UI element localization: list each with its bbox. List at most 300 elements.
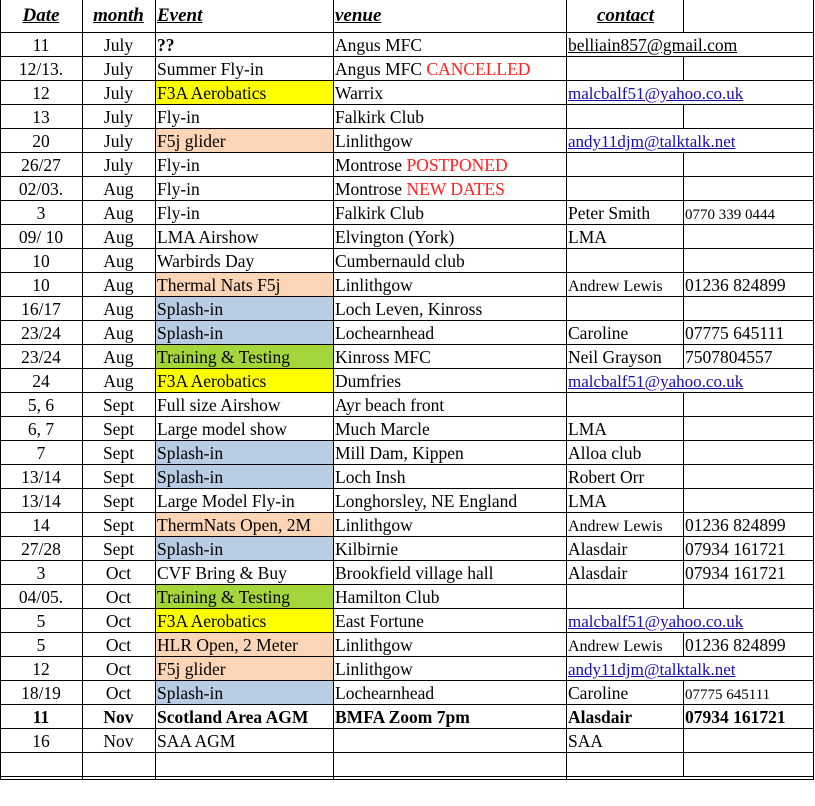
event-cell [155, 705, 333, 729]
date-cell-text: 18/19 [21, 683, 61, 703]
contact-cell [566, 321, 683, 345]
event-cell [155, 441, 333, 465]
event-cell-text: SAA AGM [157, 731, 236, 751]
venue-cell-text: Linlithgow [335, 515, 413, 535]
venue-cell-text: Much Marcle [335, 419, 430, 439]
contact-cell [566, 513, 683, 537]
phone-cell [683, 345, 813, 369]
contact-email-link[interactable]: malcbalf51@yahoo.co.uk [568, 372, 744, 391]
phone-cell [683, 249, 813, 273]
month-cell [82, 297, 155, 321]
month-cell-text: Oct [105, 635, 132, 655]
event-cell [155, 201, 333, 225]
table-row [0, 657, 815, 681]
grid-hline [0, 320, 813, 321]
table-row [0, 561, 815, 585]
contact-name: LMA [568, 491, 607, 511]
venue-cell [333, 705, 566, 729]
date-cell-text: 7 [36, 443, 46, 463]
date-cell [0, 681, 82, 705]
grid-hline [0, 728, 813, 729]
contact-email-link[interactable]: malcbalf51@yahoo.co.uk [568, 84, 744, 103]
venue-cell [333, 177, 566, 201]
contact-name: Neil Grayson [568, 347, 662, 367]
event-cell [155, 345, 333, 369]
event-cell [155, 609, 333, 633]
event-cell-text: Fly-in [157, 179, 200, 199]
date-cell-text: 26/27 [21, 155, 61, 175]
month-cell-text: Aug [103, 323, 134, 343]
month-cell-text: Aug [103, 227, 134, 247]
month-cell [82, 705, 155, 729]
date-cell [0, 393, 82, 417]
venue-cell [333, 753, 566, 777]
date-cell-text: 3 [36, 563, 46, 583]
grid-vline [683, 224, 684, 249]
venue-cell [333, 417, 566, 441]
event-cell [155, 321, 333, 345]
venue-cell [333, 465, 566, 489]
date-cell [0, 633, 82, 657]
venue-status-alert: NEW DATES [402, 179, 505, 199]
table-row [0, 321, 815, 345]
table-row [0, 225, 815, 249]
date-cell-text: 16 [32, 731, 50, 751]
grid-vline [683, 584, 684, 609]
event-cell [155, 417, 333, 441]
grid-vline [683, 512, 684, 537]
venue-cell [333, 537, 566, 561]
month-cell [82, 657, 155, 681]
month-cell-text: Aug [103, 371, 134, 391]
table-row [0, 633, 815, 657]
date-cell-text: 10 [32, 275, 50, 295]
grid-hline [0, 56, 813, 57]
date-cell [0, 441, 82, 465]
venue-cell [333, 585, 566, 609]
phone-cell [683, 753, 813, 777]
month-cell [82, 393, 155, 417]
event-cell [155, 249, 333, 273]
month-cell [82, 369, 155, 393]
contact-email-cell [566, 657, 813, 681]
date-cell-text: 6, 7 [27, 419, 55, 439]
venue-cell-text: Kinross MFC [335, 347, 431, 367]
event-cell-text: Full size Airshow [157, 395, 281, 415]
event-cell [155, 393, 333, 417]
event-cell [155, 513, 333, 537]
date-cell-text: 02/03. [18, 179, 64, 199]
table-row [0, 753, 815, 777]
date-cell [0, 321, 82, 345]
grid-vline [566, 0, 567, 780]
contact-cell [566, 561, 683, 585]
event-cell [155, 657, 333, 681]
date-cell-text: 04/05. [18, 587, 64, 607]
month-cell-text: Aug [103, 203, 134, 223]
venue-cell-text: Loch Leven, Kinross [335, 299, 483, 319]
month-cell [82, 681, 155, 705]
venue-cell-text: Falkirk Club [335, 107, 424, 127]
month-cell [82, 729, 155, 753]
table-row [0, 585, 815, 609]
month-cell [82, 345, 155, 369]
date-cell [0, 657, 82, 681]
contact-cell [566, 417, 683, 441]
header-venue: venue [335, 5, 382, 26]
grid-hline [0, 779, 813, 780]
phone-number: 07775 645111 [685, 687, 771, 703]
grid-vline [683, 728, 684, 753]
table-row [0, 345, 815, 369]
grid-hline [0, 464, 813, 465]
event-cell-text: Splash-in [157, 467, 224, 487]
month-cell [82, 417, 155, 441]
venue-cell [333, 441, 566, 465]
grid-hline [0, 632, 813, 633]
event-cell [155, 57, 333, 81]
phone-cell [683, 225, 813, 249]
grid-hline [0, 32, 813, 33]
event-cell-text: F5j glider [157, 659, 226, 679]
date-cell-text: 11 [32, 707, 50, 727]
header-event: Event [157, 5, 203, 26]
table-row [0, 681, 815, 705]
contact-email-cell [566, 609, 813, 633]
event-cell-text: Scotland Area AGM [157, 707, 309, 727]
table-row [0, 129, 815, 153]
table-row [0, 705, 815, 729]
date-cell [0, 705, 82, 729]
event-cell [155, 273, 333, 297]
venue-cell-text: Angus MFC [335, 59, 423, 79]
grid-vline [683, 0, 684, 32]
venue-cell [333, 153, 566, 177]
grid-hline [0, 344, 813, 345]
month-cell [82, 441, 155, 465]
event-cell [155, 297, 333, 321]
phone-cell [683, 105, 813, 129]
grid-vline [683, 344, 684, 369]
grid-hline [0, 512, 813, 513]
date-cell [0, 105, 82, 129]
contact-cell [566, 441, 683, 465]
month-cell-text: Nov [103, 707, 134, 727]
event-cell [155, 465, 333, 489]
table-row [0, 729, 815, 753]
table-row [0, 489, 815, 513]
venue-cell [333, 201, 566, 225]
month-cell [82, 609, 155, 633]
venue-cell [333, 129, 566, 153]
grid-hline [0, 200, 813, 201]
phone-number: 07775 645111 [685, 323, 785, 343]
grid-vline [683, 272, 684, 297]
venue-cell-text: Falkirk Club [335, 203, 424, 223]
month-cell-text: Sept [102, 515, 135, 535]
date-cell [0, 729, 82, 753]
date-cell-text: 5 [36, 611, 46, 631]
date-cell-text: 5, 6 [27, 395, 55, 415]
phone-cell [683, 705, 813, 729]
phone-cell [683, 585, 813, 609]
event-cell-text: Large model show [157, 419, 287, 439]
month-cell-text: Aug [103, 251, 134, 271]
date-cell-text: 27/28 [21, 539, 61, 559]
grid-vline [683, 56, 684, 81]
contact-cell [566, 153, 683, 177]
venue-cell-text: Kilbirnie [335, 539, 399, 559]
venue-cell-text: Loch Insh [335, 467, 406, 487]
month-cell-text: Sept [102, 539, 135, 559]
grid-vline [683, 320, 684, 345]
month-cell-text: Oct [105, 587, 132, 607]
header-date: Date [22, 5, 60, 26]
contact-name: Robert Orr [568, 467, 645, 487]
event-cell-text: ThermNats Open, 2M [157, 515, 312, 535]
month-cell [82, 105, 155, 129]
contact-name: LMA [568, 419, 607, 439]
grid-vline [0, 0, 1, 780]
table-row [0, 441, 815, 465]
venue-cell [333, 657, 566, 681]
grid-vline [683, 104, 684, 129]
grid-hline [0, 416, 813, 417]
event-cell-text: Splash-in [157, 299, 224, 319]
date-cell [0, 33, 82, 57]
venue-cell-text: Linlithgow [335, 635, 413, 655]
event-cell [155, 561, 333, 585]
table-row [0, 513, 815, 537]
contact-email-cell [566, 369, 813, 393]
month-cell-text: July [103, 83, 134, 103]
venue-cell-text: Angus MFC [335, 35, 423, 55]
event-cell-text: Training & Testing [157, 347, 290, 367]
grid-vline [683, 560, 684, 585]
date-cell-text: 12 [32, 83, 50, 103]
month-cell-text: July [103, 131, 134, 151]
month-cell-text: July [103, 155, 134, 175]
grid-hline [0, 656, 813, 657]
grid-vline [683, 248, 684, 273]
grid-vline [813, 0, 814, 780]
phone-number: 01236 824899 [685, 635, 786, 655]
grid-hline [0, 224, 813, 225]
contact-email-link[interactable]: andy11djm@talktalk.net [568, 660, 736, 679]
event-cell-text: F3A Aerobatics [157, 83, 267, 103]
date-cell-text: 12/13. [18, 59, 64, 79]
month-cell-text: Oct [105, 659, 132, 679]
month-cell-text: Aug [103, 299, 134, 319]
date-cell-text: 16/17 [21, 299, 61, 319]
date-cell-text: 09/ 10 [18, 227, 64, 247]
header-contact: contact [597, 5, 654, 26]
venue-cell [333, 633, 566, 657]
venue-cell [333, 105, 566, 129]
grid-vline [683, 200, 684, 225]
venue-cell-text: Linlithgow [335, 275, 413, 295]
venue-cell-text: Longhorsley, NE England [335, 491, 518, 511]
event-cell-text: Splash-in [157, 323, 224, 343]
grid-vline [683, 680, 684, 705]
month-cell [82, 465, 155, 489]
month-cell [82, 585, 155, 609]
date-cell-text: 13/14 [21, 491, 61, 511]
grid-hline [0, 80, 813, 81]
venue-cell [333, 81, 566, 105]
month-cell-text: Sept [102, 395, 135, 415]
table-row [0, 393, 815, 417]
month-cell [82, 153, 155, 177]
event-cell-text: Fly-in [157, 203, 200, 223]
contact-email-link[interactable]: andy11djm@talktalk.net [568, 132, 736, 151]
contact-email-link[interactable]: malcbalf51@yahoo.co.uk [568, 612, 744, 631]
month-cell [82, 201, 155, 225]
venue-cell-text: Warrix [335, 83, 384, 103]
event-cell-text: Training & Testing [157, 587, 290, 607]
date-cell-text: 13/14 [21, 467, 61, 487]
contact-name: Andrew Lewis [568, 278, 663, 295]
date-cell-text: 20 [32, 131, 50, 151]
date-cell-text: 23/24 [21, 347, 61, 367]
grid-hline [0, 368, 813, 369]
event-cell [155, 489, 333, 513]
event-cell-text: Summer Fly-in [157, 59, 264, 79]
contact-cell [566, 105, 683, 129]
phone-cell [683, 441, 813, 465]
date-cell [0, 249, 82, 273]
contact-cell [566, 705, 683, 729]
date-cell [0, 609, 82, 633]
date-cell-text: 24 [32, 371, 50, 391]
event-cell [155, 177, 333, 201]
month-cell-text: Sept [102, 467, 135, 487]
date-cell [0, 345, 82, 369]
venue-cell-text: Elvington (York) [335, 227, 455, 247]
date-cell [0, 81, 82, 105]
month-cell-text: Oct [105, 611, 132, 631]
venue-cell-text: Hamilton Club [335, 587, 440, 607]
contact-name: Peter Smith [568, 203, 651, 223]
table-row [0, 273, 815, 297]
month-cell [82, 513, 155, 537]
date-cell-text: 10 [32, 251, 50, 271]
event-cell-text: Warbirds Day [157, 251, 255, 271]
grid-vline [683, 416, 684, 441]
event-cell [155, 633, 333, 657]
venue-cell [333, 729, 566, 753]
table-row [0, 81, 815, 105]
month-cell-text: Sept [102, 419, 135, 439]
contact-cell [566, 345, 683, 369]
event-cell-text: ?? [157, 35, 175, 55]
grid-vline [683, 176, 684, 201]
event-cell-text: F3A Aerobatics [157, 611, 267, 631]
grid-hline [0, 128, 813, 129]
table-row [0, 105, 815, 129]
contact-cell [566, 681, 683, 705]
table-row [0, 249, 815, 273]
event-cell [155, 729, 333, 753]
grid-vline [155, 0, 156, 780]
phone-cell [683, 153, 813, 177]
grid-hline [0, 680, 813, 681]
month-cell-text: Oct [105, 683, 132, 703]
date-cell-text: 14 [32, 515, 50, 535]
grid-vline [683, 488, 684, 513]
event-cell-text: Splash-in [157, 539, 224, 559]
month-cell-text: Oct [105, 563, 132, 583]
event-cell-text: CVF Bring & Buy [157, 563, 287, 583]
venue-cell [333, 321, 566, 345]
month-cell [82, 561, 155, 585]
month-cell [82, 273, 155, 297]
date-cell-text: 5 [36, 635, 46, 655]
grid-hline [0, 152, 813, 153]
contact-cell [566, 633, 683, 657]
contact-name: Alloa club [568, 443, 642, 463]
grid-hline [0, 584, 813, 585]
phone-cell [683, 537, 813, 561]
venue-cell [333, 609, 566, 633]
month-cell-text: Aug [103, 347, 134, 367]
venue-cell-text: Brookfield village hall [335, 563, 494, 583]
date-cell-text: 12 [32, 659, 50, 679]
grid-hline [0, 440, 813, 441]
month-cell [82, 177, 155, 201]
venue-cell-text: Mill Dam, Kippen [335, 443, 464, 463]
month-cell [82, 225, 155, 249]
venue-cell-text: Lochearnhead [335, 683, 435, 703]
month-cell-text: Sept [102, 491, 135, 511]
month-cell [82, 321, 155, 345]
phone-cell [683, 465, 813, 489]
venue-status-alert: POSTPONED [402, 155, 508, 175]
grid-vline [683, 704, 684, 729]
contact-email-cell [566, 81, 813, 105]
month-cell [82, 753, 155, 777]
contact-cell [566, 585, 683, 609]
contact-cell [566, 177, 683, 201]
date-cell-text: 11 [32, 35, 50, 55]
contact-cell [566, 465, 683, 489]
grid-hline [0, 752, 813, 753]
grid-hline [0, 488, 813, 489]
contact-email-link[interactable]: belliain857@gmail.com [568, 35, 738, 55]
venue-cell [333, 57, 566, 81]
table-row [0, 369, 815, 393]
event-cell-text: F3A Aerobatics [157, 371, 267, 391]
venue-cell [333, 249, 566, 273]
event-cell [155, 225, 333, 249]
month-cell [82, 57, 155, 81]
venue-cell [333, 681, 566, 705]
date-cell-text: 23/24 [21, 323, 61, 343]
grid-hline [0, 104, 813, 105]
contact-name: Andrew Lewis [568, 638, 663, 655]
contact-name: LMA [568, 227, 607, 247]
grid-hline [0, 248, 813, 249]
event-cell [155, 81, 333, 105]
contact-name: Caroline [568, 683, 629, 703]
venue-cell [333, 297, 566, 321]
date-cell [0, 417, 82, 441]
contact-cell [566, 393, 683, 417]
phone-cell [683, 177, 813, 201]
venue-cell-text: Cumbernauld club [335, 251, 465, 271]
event-cell-text: Splash-in [157, 683, 224, 703]
grid-hline [0, 536, 813, 537]
